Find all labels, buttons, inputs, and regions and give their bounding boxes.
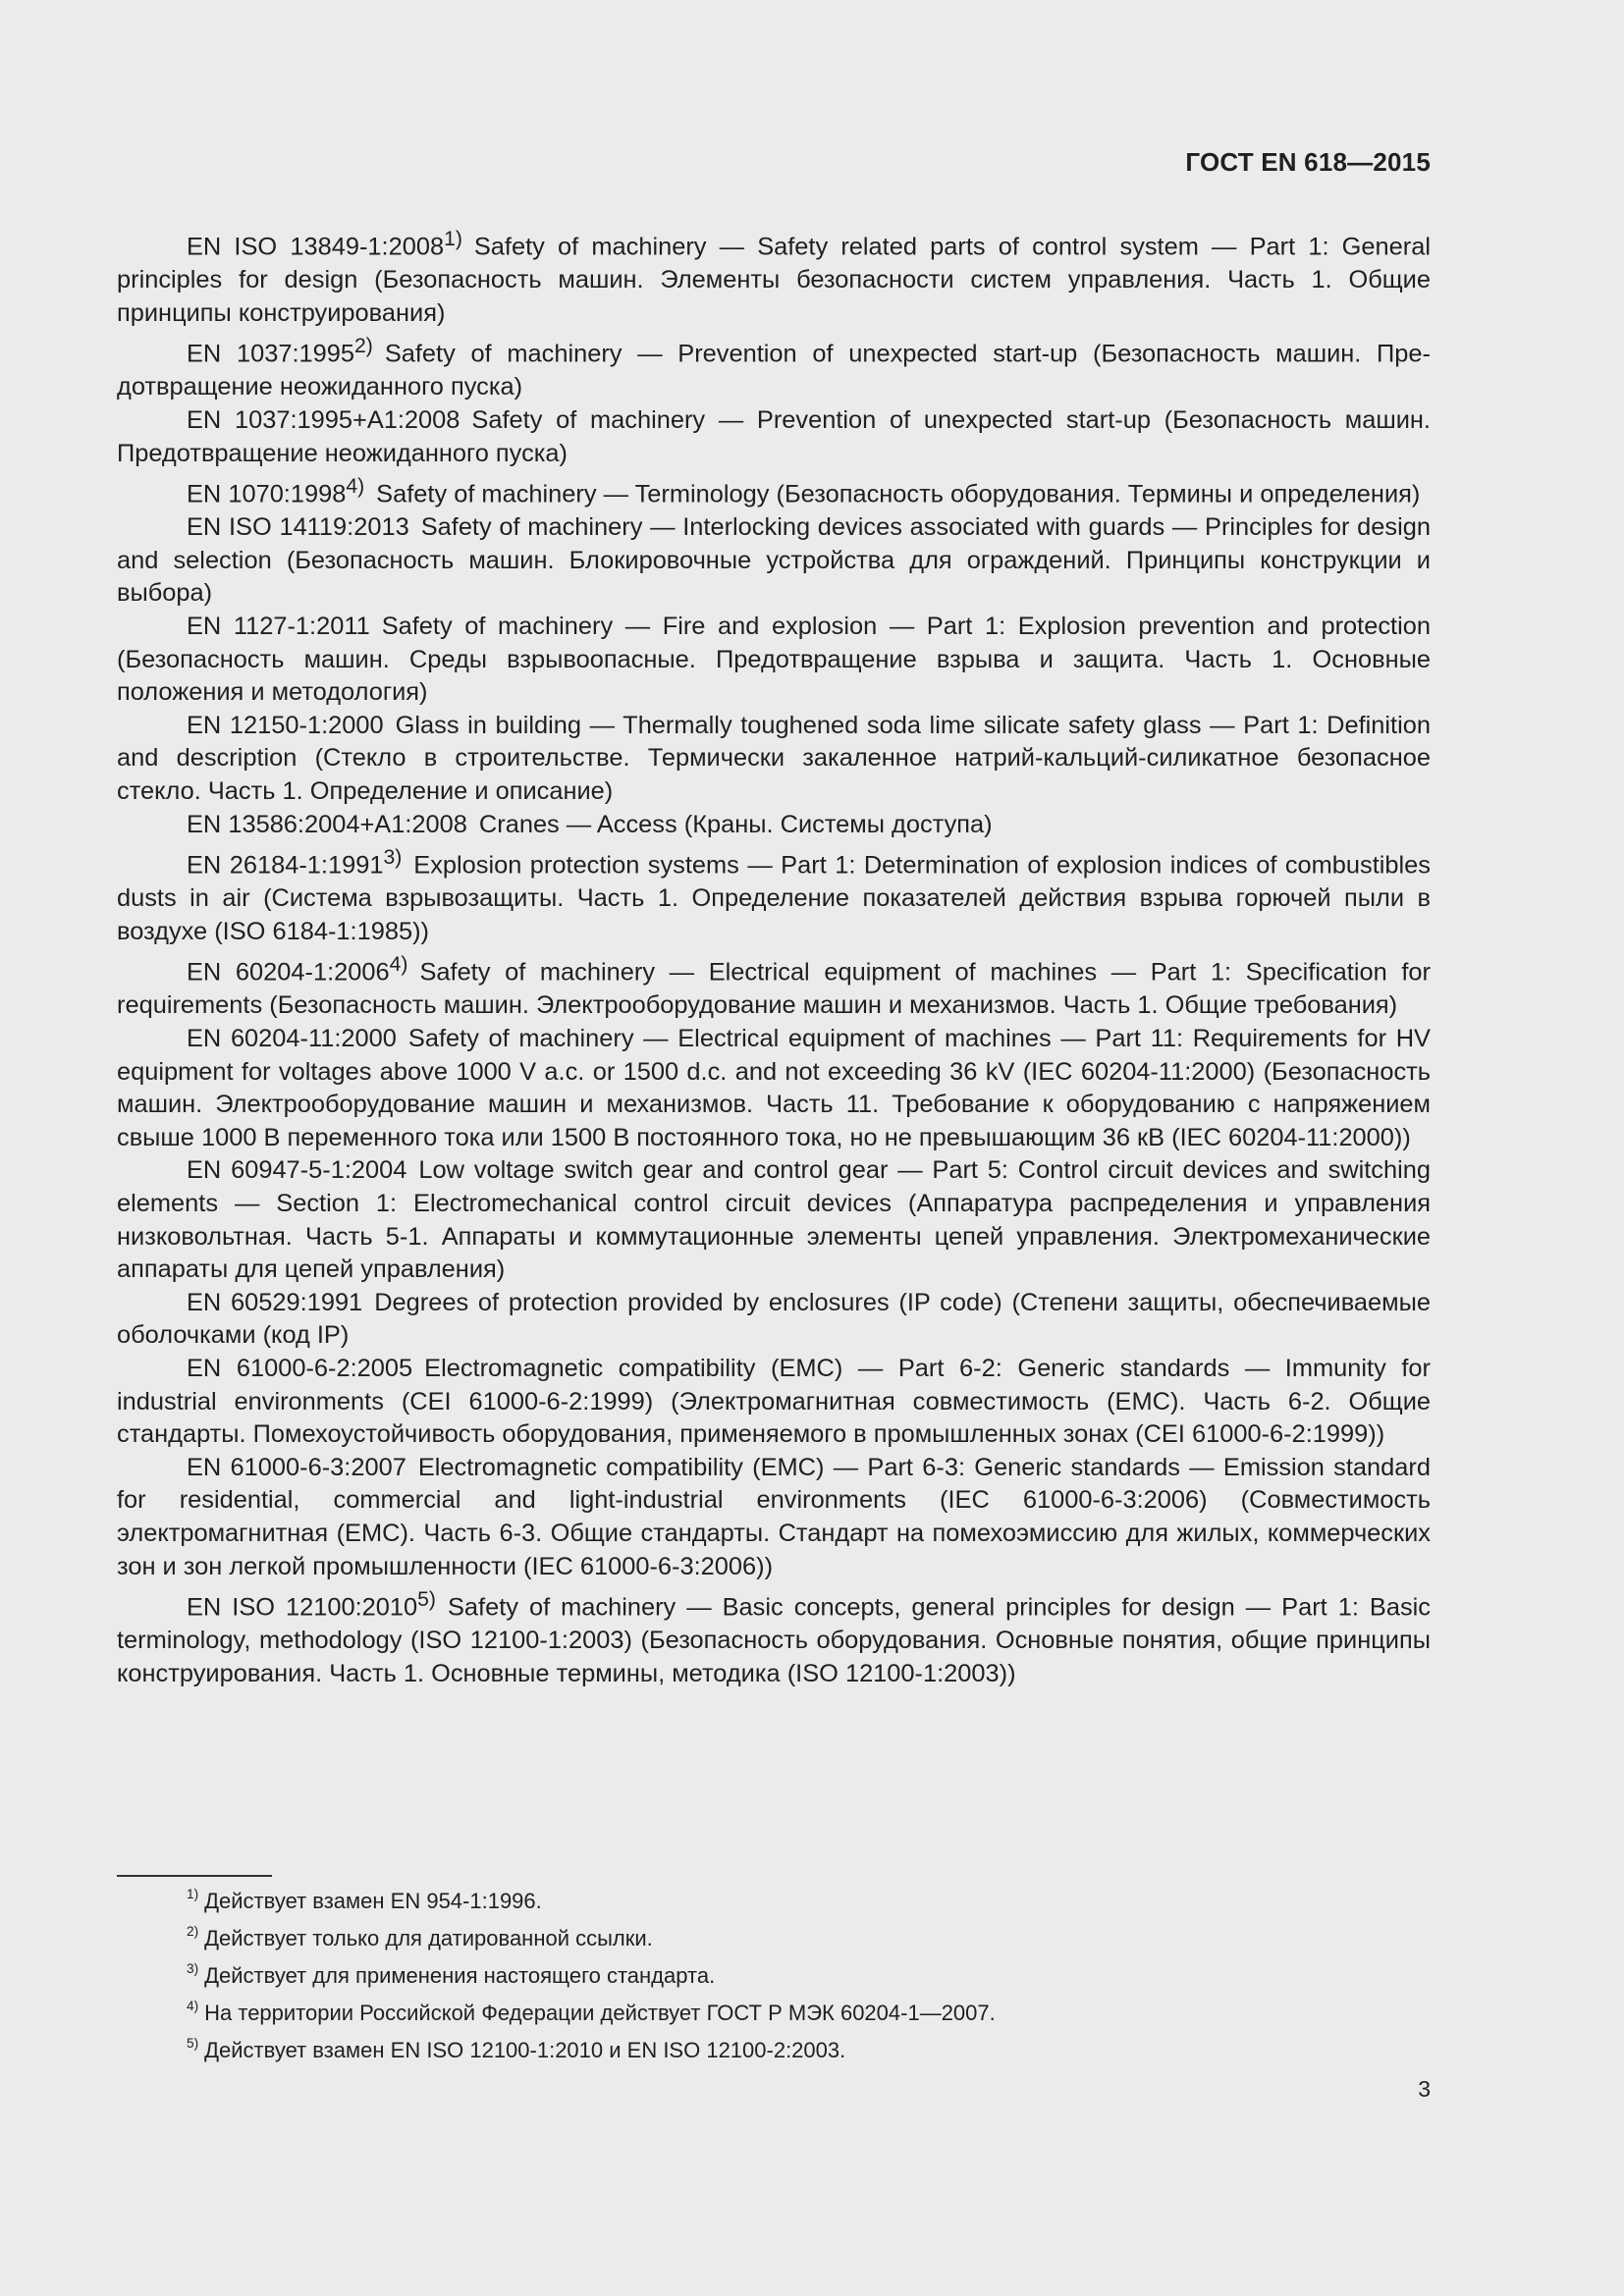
- reference-title: Electromagnetic compatibility (EMC) — Part 6-2: Generic standards — Immunity for industrial environments (CEI 61000-6-2:1999) (Электромагнитная совместимость (EMC). Часть 6-2. Общие стандарты. Помехоустойчивость оборудования, применяемого в промышленных зонах (CEI 61000-6-2:1999)): [117, 1354, 1431, 1449]
- footnote-number: 1): [187, 1887, 199, 1902]
- reference-entry: [117, 1353, 1431, 1452]
- reference-entry: [117, 1583, 1431, 1690]
- reference-entry: [117, 1154, 1431, 1286]
- footnote-mark: 4): [346, 475, 365, 499]
- footnote-number: 2): [187, 1924, 199, 1940]
- reference-code: EN 26184-1:1991: [187, 851, 384, 880]
- footnote-mark: 5): [417, 1588, 436, 1612]
- reference-code: EN 60947-5-1:2004: [187, 1156, 407, 1185]
- reference-code: EN 1037:1995: [187, 340, 354, 368]
- footnote-mark: 4): [389, 953, 408, 977]
- footnote-text: Действует только для датированной ссылки.: [204, 1926, 653, 1950]
- footnote-item: [187, 1883, 1267, 1920]
- reference-title: Safety of machinery — Electrical equipment of machines — Part 11: Requirements for HV equipment for voltages above 1000 V a.c. or 1500 d.c. and not exceeding 36 kV (IEC 60204-11:2000) (Безопасность машин. Электрооборудование машин и механизмов. Часть 11. Требование к оборудованию с напряжением свыше 1000 В переменного тока или 1500 В постоянного тока, но не превышающим 36 кВ (IEC 60204-11:2000)): [117, 1025, 1431, 1151]
- footnote-number: 3): [187, 1961, 199, 1977]
- reference-code: EN ISO 12100:2010: [187, 1593, 418, 1622]
- reference-entry: [117, 809, 1431, 842]
- reference-entry: [117, 1023, 1431, 1154]
- reference-entry: [117, 611, 1431, 710]
- reference-title: Electromagnetic compatibility (EMC) — Part 6-3: Generic standards — Emission standard for residential, commercial and light-industrial environments (IEC 61000-6-3:2006) (Совместимость электромагнитная (EMC). Часть 6-3. Общие стандарты. Стандарт на помехоэмиссию для жилых, коммерческих зон и зон легкой промышленности (IEC 61000-6-3:2006)): [117, 1453, 1431, 1580]
- reference-entry: [117, 223, 1431, 330]
- reference-entry: [117, 404, 1431, 470]
- reference-title: Safety of machinery — Interlocking devices associated with guards — Principles for design and selection (Безопасность машин. Блокировочные устройства для ограждений. Принципы конструкции и выбора): [117, 513, 1431, 608]
- footnote-mark: 2): [354, 335, 373, 358]
- reference-title: Safety of machinery — Safety related parts of control system — Part 1: General principles for design (Безопасность машин. Элементы безопасности систем управления. Часть 1. Общие принципы конструирования): [117, 233, 1431, 327]
- page-number: 3: [1418, 2076, 1431, 2102]
- footnote-item: [187, 1957, 1267, 1995]
- reference-code: EN 1127-1:2011: [187, 612, 370, 640]
- footnote-text: Действует для применения настоящего стандарта.: [204, 1963, 716, 1988]
- reference-entry: [117, 470, 1431, 511]
- reference-entry: [117, 948, 1431, 1023]
- reference-code: EN 61000-6-2:2005: [187, 1354, 413, 1382]
- reference-title: Safety of machinery — Terminology (Безопасность оборудования. Термины и определения): [376, 480, 1421, 508]
- document-header-title: ГОСТ EN 618—2015: [1185, 147, 1431, 177]
- normative-references-list: [117, 223, 1431, 1690]
- footnote-text: Действует взамен EN ISO 12100-1:2010 и EN ISO 12100-2:2003.: [204, 2038, 846, 2062]
- reference-title: Degrees of protection provided by enclosures (IP code) (Степени защиты, обеспечиваемые оболочками (код IP): [117, 1288, 1431, 1350]
- reference-title: Explosion protection systems — Part 1: Determination of explosion indices of combustibles dusts in air (Система взрывозащиты. Часть 1. Определение показателей действия взрыва горючей пыли в воздухе (ISO 6184-1:1985)): [117, 851, 1431, 945]
- reference-entry: [117, 710, 1431, 809]
- reference-title: Safety of machinery — Electrical equipment of machines — Part 1: Specification for requirements (Безопасность машин. Электрооборудование машин и механизмов. Часть 1. Общие требования): [117, 958, 1431, 1020]
- footnote-number: 5): [187, 2036, 199, 2052]
- reference-code: EN 13586:2004+A1:2008: [187, 810, 467, 838]
- footnote-number: 4): [187, 1999, 199, 2014]
- reference-code: EN ISO 14119:2013: [187, 513, 409, 542]
- reference-entry: [117, 841, 1431, 948]
- reference-code: EN 60204-1:2006: [187, 958, 390, 987]
- reference-title: Safety of machinery — Prevention of unexpected start-up (Безопасность машин. Предотвращение неожиданного пуска): [117, 340, 1431, 401]
- reference-code: EN 12150-1:2000: [187, 711, 384, 739]
- reference-title: Safety of machinery — Basic concepts, general principles for design — Part 1: Basic terminology, methodology (ISO 12100-1:2003) (Безопасность оборудования. Основные понятия, общие принципы конструирования. Часть 1. Основные термины, методика (ISO 12100-1:2003)): [117, 1593, 1431, 1687]
- footnote-text: Действует взамен EN 954-1:1996.: [204, 1889, 542, 1913]
- footnote-text: На территории Российской Федерации действует ГОСТ Р МЭК 60204-1—2007.: [204, 2001, 996, 2025]
- reference-entry: [117, 1287, 1431, 1353]
- reference-code: EN 1037:1995+A1:2008: [187, 405, 460, 434]
- footnote-divider: [117, 1875, 272, 1877]
- reference-title: Cranes — Access (Краны. Системы доступа): [478, 810, 993, 838]
- footnote-item: [187, 1995, 1267, 2032]
- reference-title: Low voltage switch gear and control gear — Part 5: Control circuit devices and switching elements — Section 1: Electromechanical control circuit devices (Аппаратура распределения и управления низковольтная. Часть 5-1. Аппараты и коммутационные элементы цепей управления. Электромеханические аппараты для цепей управления): [117, 1156, 1431, 1284]
- reference-title: Glass in building — Thermally toughened soda lime silicate safety glass — Part 1: Definition and description (Стекло в строительстве. Термически закаленное натрий-кальций-силикатное безопасное стекло. Часть 1. Определение и описание): [117, 711, 1431, 805]
- reference-entry: [117, 511, 1431, 611]
- footnote-item: [187, 2032, 1267, 2069]
- reference-entry: [117, 1452, 1431, 1583]
- reference-code: EN 60204-11:2000: [187, 1025, 397, 1052]
- reference-code: EN 60529:1991: [187, 1288, 363, 1316]
- reference-title: Safety of machinery — Fire and explosion — Part 1: Explosion prevention and protection (Безопасность машин. Среды взрывоопасные. Предотвращение взрыва и защита. Часть 1. Основные положения и методология): [117, 612, 1431, 707]
- reference-title: Safety of machinery — Prevention of unexpected start-up (Безопасность машин. Предотвращение неожиданного пуска): [117, 405, 1431, 467]
- reference-code: EN 61000-6-3:2007: [187, 1453, 406, 1481]
- reference-entry: [117, 330, 1431, 404]
- reference-code: EN ISO 13849-1:2008: [187, 233, 445, 261]
- footnote-mark: 3): [383, 846, 403, 870]
- footnotes-list: [187, 1883, 1267, 2069]
- footnote-mark: 1): [444, 228, 462, 250]
- footnote-item: [187, 1920, 1267, 1957]
- reference-code: EN 1070:1998: [187, 480, 347, 508]
